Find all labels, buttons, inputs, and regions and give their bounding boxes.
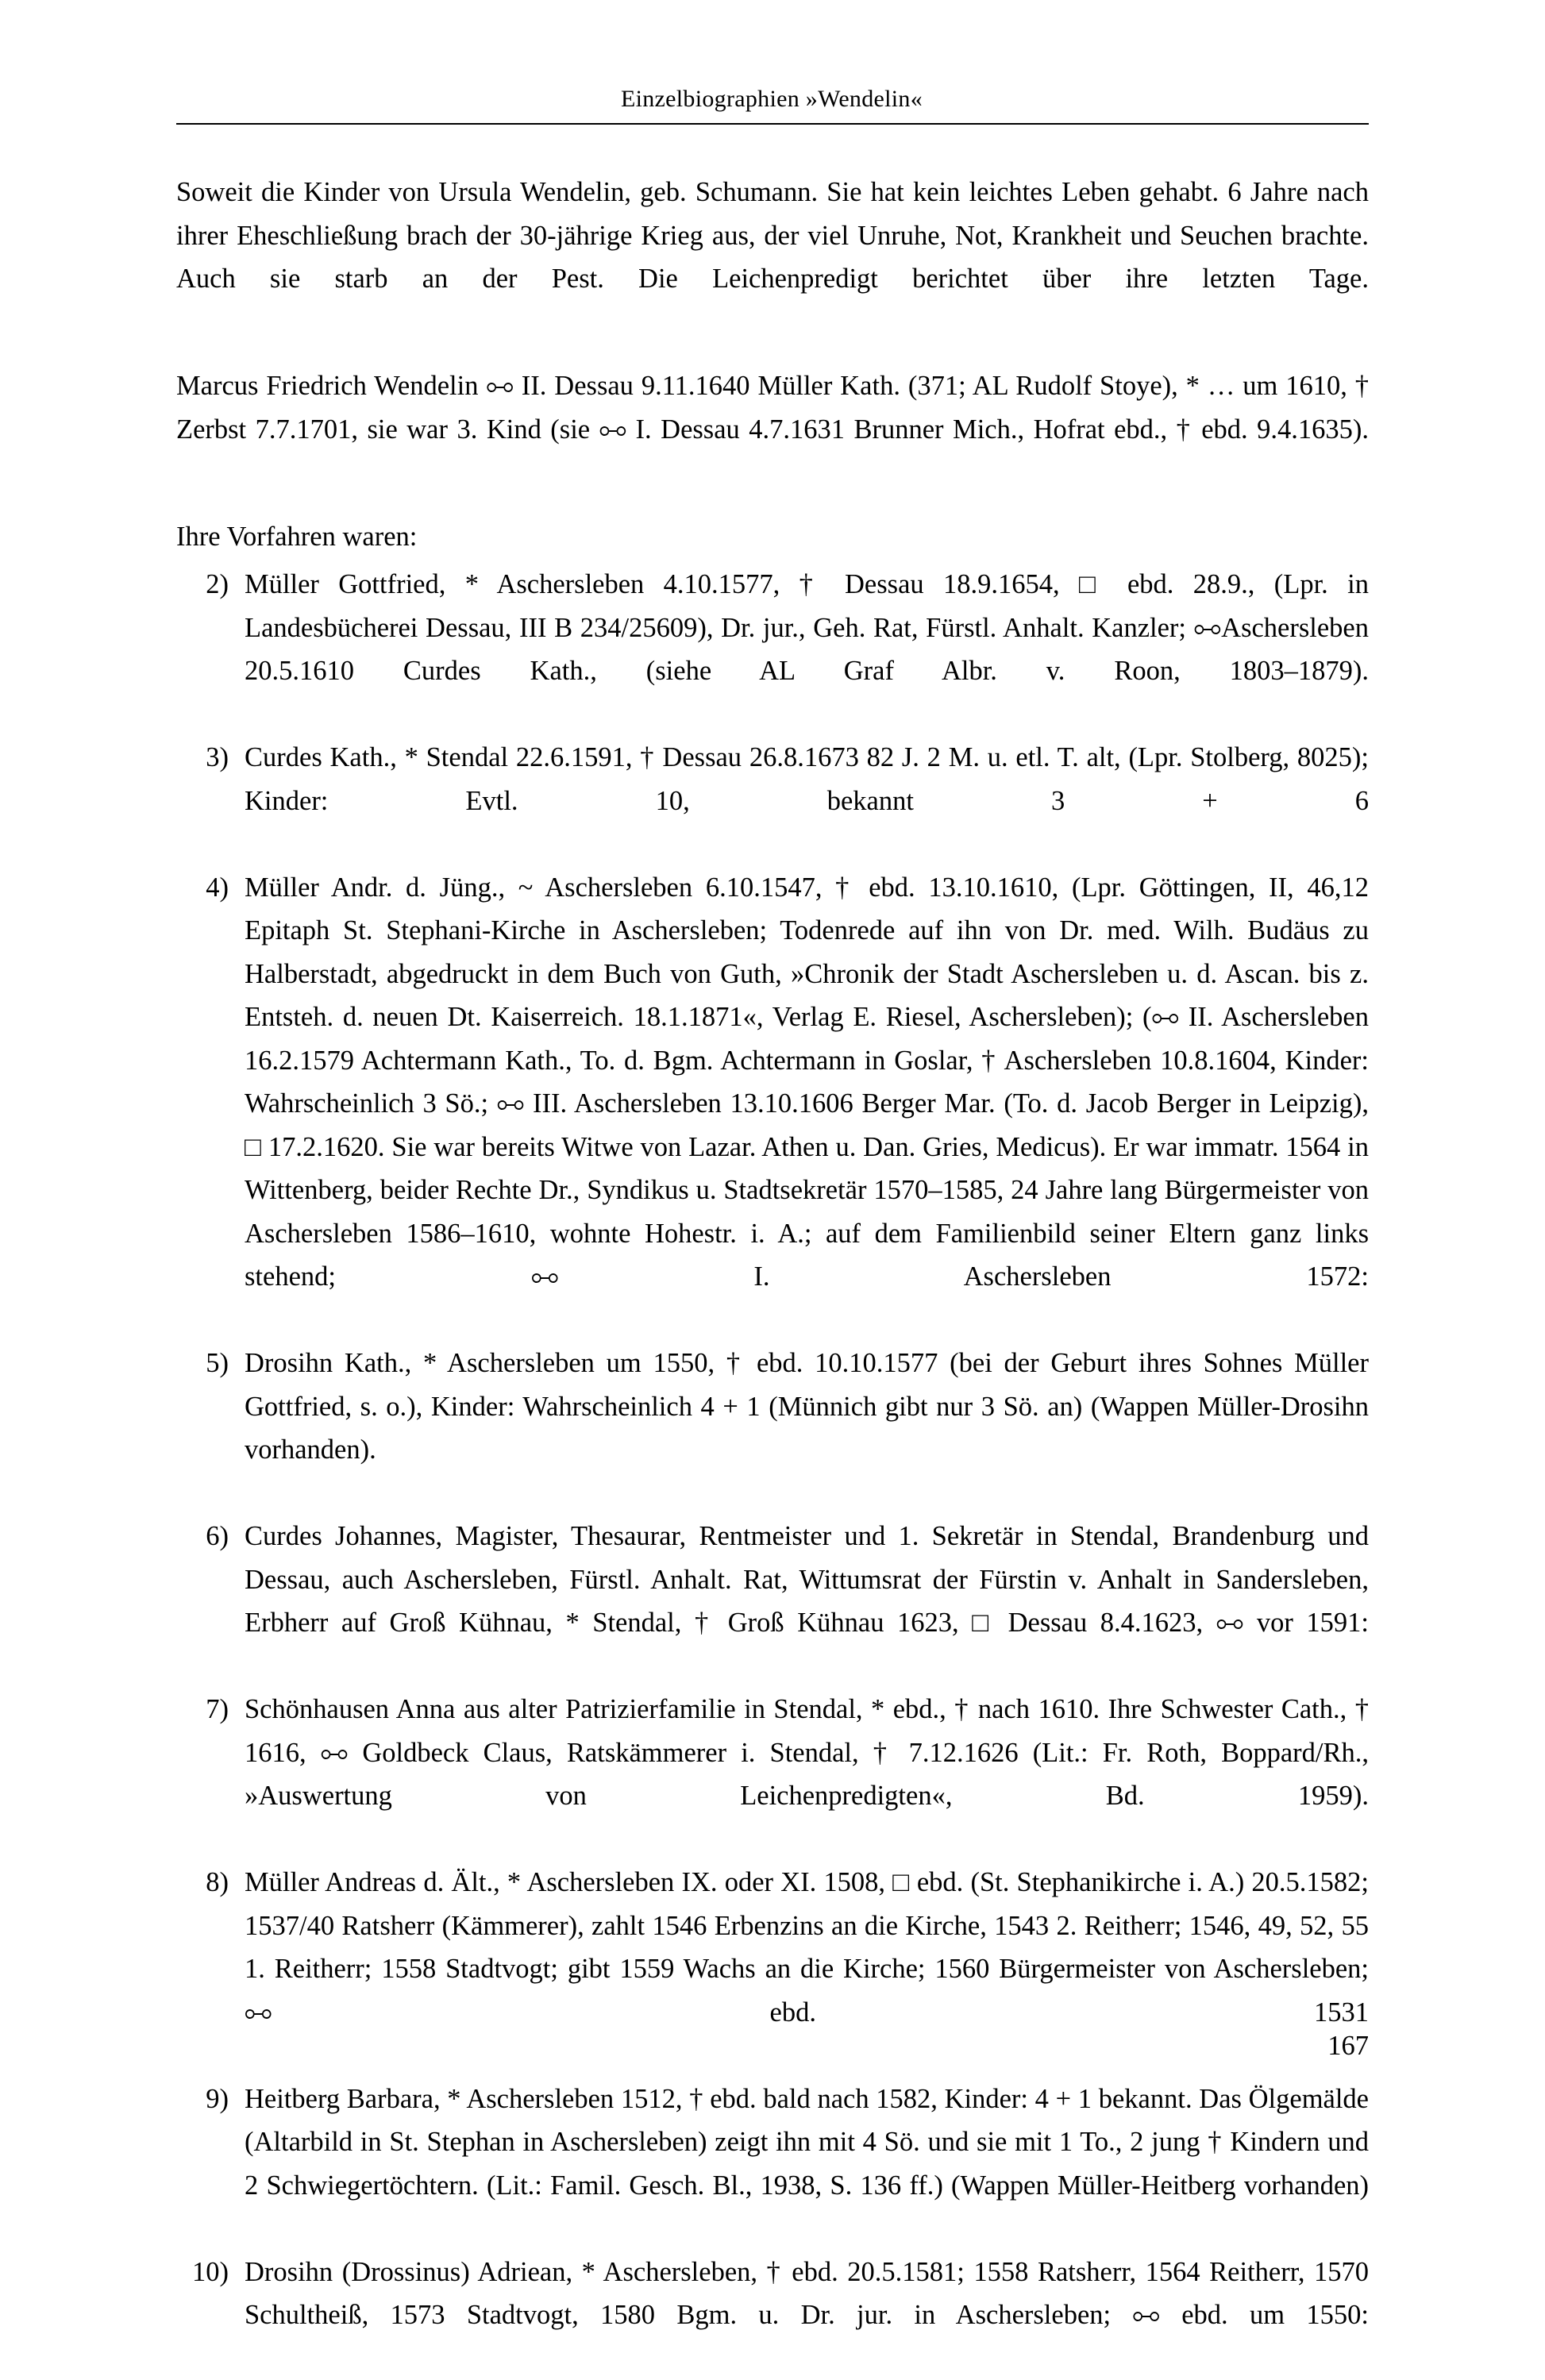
ancestor-number: 10) — [176, 2251, 229, 2294]
ancestor-entry-4 — [176, 866, 1369, 1342]
ancestor-entry-2 — [176, 563, 1369, 736]
ancestor-entry-3 — [176, 736, 1369, 866]
ancestor-number: 5) — [176, 1342, 229, 1385]
page-number: 167 — [1327, 2032, 1369, 2060]
ancestor-number: 4) — [176, 866, 229, 910]
ancestor-text: Drosihn (Drossinus) Adriean, * Aschersleben, † ebd. 20.5.1581; 1558 Ratsherr, 1564 Reitherr, 1570 Schultheiß, 1573 Stadtvogt, 1580 Bgm. u. Dr. jur. in Aschersleben; ⧟ ebd. um 1550: — [245, 2251, 1369, 2380]
ancestor-number: 6) — [176, 1515, 229, 1558]
ancestor-entry-9 — [176, 2078, 1369, 2251]
ancestor-text: Müller Gottfried, * Aschersleben 4.10.1577, † Dessau 18.9.1654, □ ebd. 28.9., (Lpr. in Landesbücherei Dessau, III B 234/25609), Dr. jur., Geh. Rat, Fürstl. Anhalt. Kanzler; ⧟Aschersleben 20.5.1610 Curdes Kath., (siehe AL Graf Albr. v. Roon, 1803–1879). — [245, 563, 1369, 736]
ancestor-entry-7 — [176, 1688, 1369, 1861]
ancestor-text: Müller Andreas d. Ält., * Aschersleben IX. oder XI. 1508, □ ebd. (St. Stephanikirche i. A.) 20.5.1582; 1537/40 Ratsherr (Kämmerer), zahlt 1546 Erbenzins an die Kirche, 1543 2. Reitherr; 1546, 49, 52, 55 1. Reitherr; 1558 Stadtvogt; gibt 1559 Wachs an die Kirche; 1560 Bürgermeister von Aschersleben; ⧟ ebd. 1531 — [245, 1861, 1369, 2078]
ancestor-entry-8 — [176, 1861, 1369, 2078]
ancestor-number: 2) — [176, 563, 229, 607]
running-head: Einzelbiographien »Wendelin« — [176, 86, 1367, 112]
ancestor-text: Müller Andr. d. Jüng., ~ Aschersleben 6.10.1547, † ebd. 13.10.1610, (Lpr. Göttingen, II, 46,12 Epitaph St. Stephani-Kirche in Aschersleben; Todenrede auf ihn von Dr. med. Wilh. Budäus zu Halberstadt, abgedruckt in dem Buch von Guth, »Chronik der Stadt Aschersleben u. d. Ascan. bis z. Entsteh. d. neuen Dt. Kaiserreich. 18.1.1871«, Verlag E. Riesel, Aschersleben); (⧟ II. Aschersleben 16.2.1579 Achtermann Kath., To. d. Bgm. Achtermann in Goslar, † Aschersleben 10.8.1604, Kinder: Wahrscheinlich 3 Sö.; ⧟ III. Aschersleben 13.10.1606 Berger Mar. (To. d. Jacob Berger in Leipzig), □ 17.2.1620. Sie war bereits Witwe von Lazar. Athen u. Dan. Gries, Medicus). Er war immatr. 1564 in Wittenberg, beider Rechte Dr., Syndikus u. Stadtsekretär 1570–1585, 24 Jahre lang Bürgermeister von Aschersleben 1586–1610, wohnte Hohestr. i. A.; auf dem Familienbild seiner Eltern ganz links stehend; ⧟ I. Aschersleben 1572: — [245, 866, 1369, 1342]
ancestor-number: 7) — [176, 1688, 229, 1731]
ancestor-text: Curdes Johannes, Magister, Thesaurar, Rentmeister und 1. Sekretär in Stendal, Brandenburg und Dessau, auch Aschersleben, Fürstl. Anhalt. Rat, Wittumsrat der Fürstin v. Anhalt in Sandersleben, Erbherr auf Groß Kühnau, * Stendal, † Groß Kühnau 1623, □ Dessau 8.4.1623, ⧟ vor 1591: — [245, 1515, 1369, 1688]
ancestor-number: 8) — [176, 1861, 229, 1904]
ancestors-list — [176, 563, 1369, 2380]
ancestor-text: Schönhausen Anna aus alter Patrizierfamilie in Stendal, * ebd., † nach 1610. Ihre Schwester Cath., † 1616, ⧟ Goldbeck Claus, Ratskämmerer i. Stendal, † 7.12.1626 (Lit.: Fr. Roth, Boppard/Rh., »Auswertung von Leichenpredigten«, Bd. 1959). — [245, 1688, 1369, 1861]
paragraph-marcus-friedrich-wendelin: Marcus Friedrich Wendelin ⧟ II. Dessau 9.11.1640 Müller Kath. (371; AL Rudolf Stoye), * … um 1610, † Zerbst 7.7.1701, sie war 3. Kind (sie ⧟ I. Dessau 4.7.1631 Brunner Mich., Hofrat ebd., † ebd. 9.4.1635). — [176, 364, 1369, 495]
ancestor-text: Curdes Kath., * Stendal 22.6.1591, † Dessau 26.8.1673 82 J. 2 M. u. etl. T. alt, (Lpr. Stolberg, 8025); Kinder: Evtl. 10, bekannt 3 + 6 — [245, 736, 1369, 866]
ancestor-text: Drosihn Kath., * Aschersleben um 1550, † ebd. 10.10.1577 (bei der Geburt ihres Sohnes Müller Gottfried, s. o.), Kinder: Wahrscheinlich 4 + 1 (Münnich gibt nur 3 Sö. an) (Wappen Müller-Drosihn vorhanden). — [245, 1342, 1369, 1515]
ancestor-text: Heitberg Barbara, * Aschersleben 1512, † ebd. bald nach 1582, Kinder: 4 + 1 bekannt. Das Ölgemälde (Altarbild in St. Stephan in Aschersleben) zeigt ihn mit 4 Sö. und sie mit 1 To., 2 jung † Kindern und 2 Schwiegertöchtern. (Lit.: Famil. Gesch. Bl., 1938, S. 136 ff.) (Wappen Müller-Heitberg vorhanden) — [245, 2078, 1369, 2251]
ancestor-number: 9) — [176, 2078, 229, 2121]
ancestor-number: 3) — [176, 736, 229, 780]
ancestor-entry-5 — [176, 1342, 1369, 1515]
ancestor-entry-6 — [176, 1515, 1369, 1688]
ancestor-entry-10 — [176, 2251, 1369, 2380]
header-rule — [176, 123, 1369, 125]
ancestors-lead-in: Ihre Vorfahren waren: — [176, 515, 1369, 559]
page-body — [176, 171, 1369, 2380]
paragraph-intro: Soweit die Kinder von Ursula Wendelin, geb. Schumann. Sie hat kein leichtes Leben gehabt. 6 Jahre nach ihrer Eheschließung brach der 30-jährige Krieg aus, der viel Unruhe, Not, Krankheit und Seuchen brachte. Auch sie starb an der Pest. Die Leichenpredigt berichtet über ihre letzten Tage. — [176, 171, 1369, 344]
